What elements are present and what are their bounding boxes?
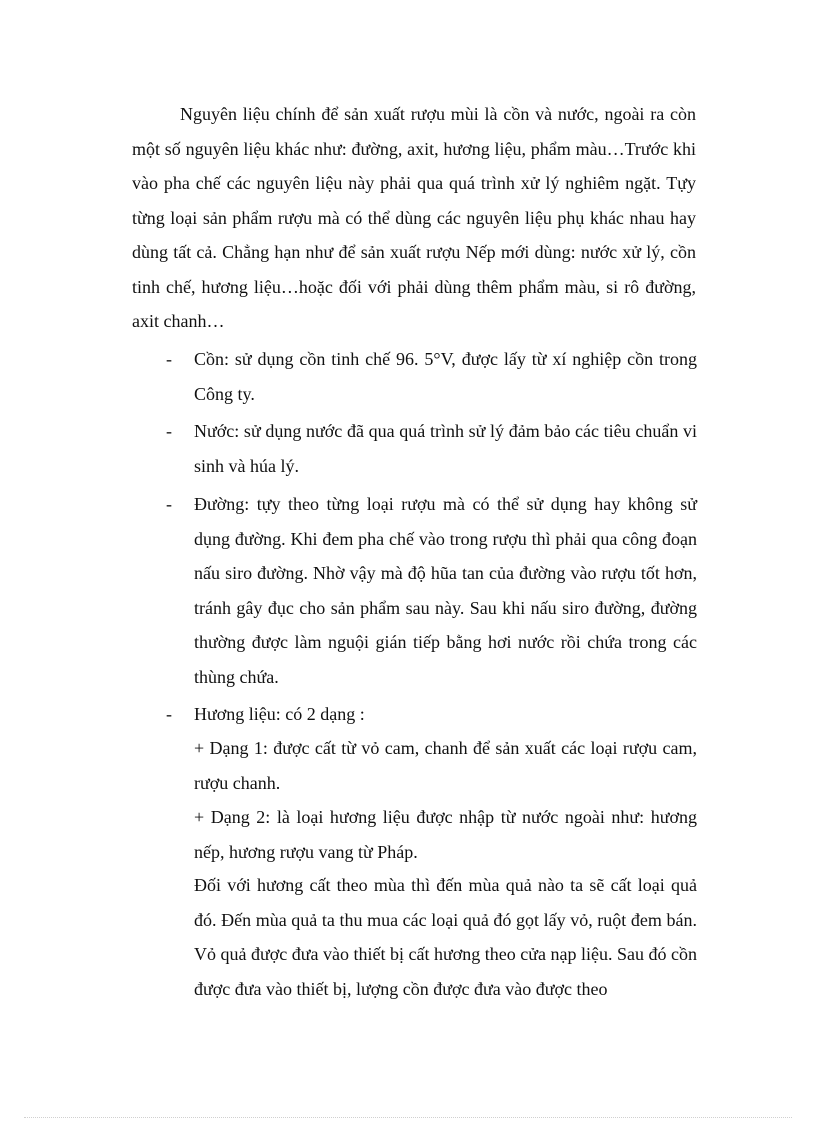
list-item-nuoc: Nước: sử dụng nước đã qua quá trình sử lý đảm bảo các tiêu chuẩn vi sinh và húa lý. bbox=[194, 421, 697, 476]
huong-cat-paragraph: Đối với hương cất theo mùa thì đến mùa quả nào ta sẽ cất loại quả đó. Đến mùa quả ta thu mua các loại quả đó gọt lấy vỏ, ruột đem bán. Vỏ quả được đưa vào thiết bị cất hương theo cửa nạp liệu. Sau đó cồn được đưa vào thiết bị, lượng cồn được đưa vào được theo bbox=[194, 875, 697, 999]
bullet-dash: - bbox=[166, 349, 172, 369]
sub-item-dang-1: + Dạng 1: được cất từ vỏ cam, chanh để sản xuất các loại rượu cam, rượu chanh. bbox=[194, 738, 697, 793]
bullet-dash: - bbox=[166, 494, 172, 514]
page-bottom-border bbox=[24, 1117, 792, 1118]
sub-item-dang-2: + Dạng 2: là loại hương liệu được nhập từ nước ngoài như: hương nếp, hương rượu vang từ Pháp. bbox=[194, 807, 697, 862]
bullet-dash: - bbox=[166, 704, 172, 724]
list-item-huong-lieu: Hương liệu: có 2 dạng : bbox=[194, 704, 365, 724]
bullet-dash: - bbox=[166, 421, 172, 441]
list-item-con: Cồn: sử dụng cồn tinh chế 96. 5°V, được lấy từ xí nghiệp cồn trong Công ty. bbox=[194, 349, 697, 404]
list-item-duong: Đường: tựy theo từng loại rượu mà có thể sử dụng hay không sử dụng đường. Khi đem pha chế vào trong rượu thì phải qua công đoạn nấu siro đường. Nhờ vậy mà độ hũa tan của đường vào rượu tốt hơn, tránh gây đục cho sản phẩm sau này. Sau khi nấu siro đường, đường thường được làm nguội gián tiếp bằng hơi nước rồi chứa trong các thùng chứa. bbox=[194, 494, 697, 687]
intro-paragraph: Nguyên liệu chính để sản xuất rượu mùi là cồn và nước, ngoài ra còn một số nguyên liệu khác như: đường, axit, hương liệu, phẩm màu…Trước khi vào pha chế các nguyên liệu này phải qua quá trình xử lý nghiêm ngặt. Tựy từng loại sản phẩm rượu mà có thể dùng các nguyên liệu phụ khác nhau hay dùng tất cả. Chẳng hạn như để sản xuất rượu Nếp mới dùng: nước xử lý, cồn tinh chế, hương liệu…hoặc đối với phải dùng thêm phẩm màu, si rô đường, axit chanh… bbox=[132, 104, 696, 331]
